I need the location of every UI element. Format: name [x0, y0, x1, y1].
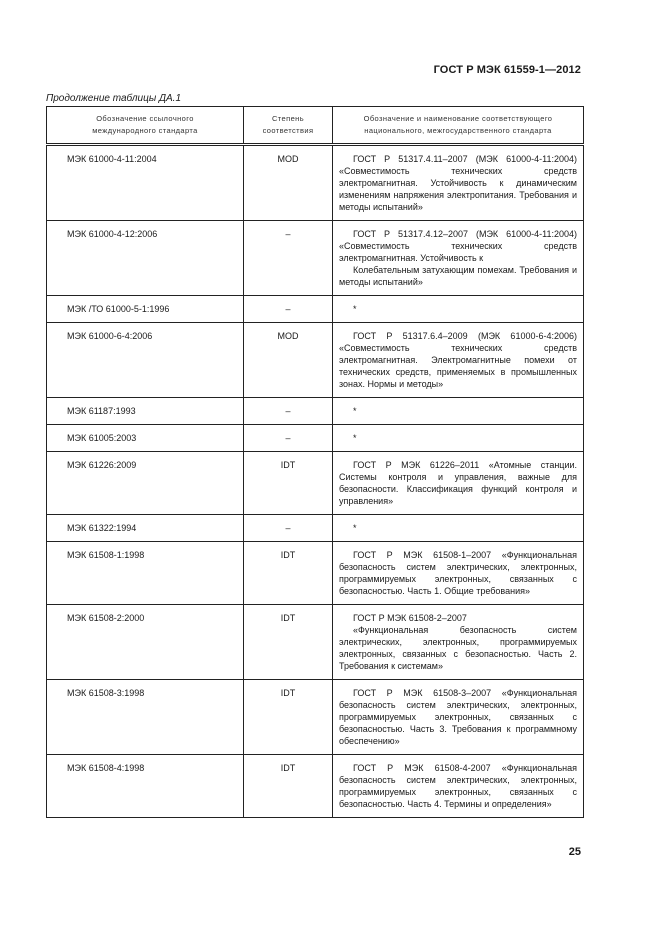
- intl-standard-cell: МЭК 61508-3:1998: [47, 680, 244, 755]
- intl-standard-cell: МЭК 61000-6-4:2006: [47, 323, 244, 398]
- table-row: [47, 452, 584, 515]
- national-standard-cell: [333, 221, 584, 296]
- national-standard-cell: [333, 145, 584, 221]
- page-number: 25: [568, 846, 581, 858]
- national-standard-text: ГОСТ Р МЭК 61508-2–2007: [353, 613, 467, 623]
- degree-cell: –: [244, 425, 333, 452]
- national-standard-text: *: [353, 523, 357, 533]
- intl-standard-cell: МЭК 61187:1993: [47, 398, 244, 425]
- table-row: [47, 605, 584, 680]
- degree-cell: IDT: [244, 452, 333, 515]
- national-standard-cell: [333, 755, 584, 818]
- degree-cell: IDT: [244, 680, 333, 755]
- national-standard-text: *: [353, 406, 357, 416]
- table-row: [47, 221, 584, 296]
- degree-cell: –: [244, 515, 333, 542]
- degree-cell: –: [244, 296, 333, 323]
- correspondence-table: [46, 106, 584, 818]
- national-standard-cell: [333, 542, 584, 605]
- intl-standard-cell: МЭК 61226:2009: [47, 452, 244, 515]
- national-standard-text: ГОСТ Р МЭК 61508-1–2007 «Функциональная безопасность систем электрических, электронных, программируемых электронных, связанных с безопасностью. Часть 1. Общие требования»: [339, 550, 577, 596]
- national-standard-text: ГОСТ Р 51317.4.12–2007 (МЭК 61000-4-11:2004) «Совместимость технических средств электромагнитная. Устойчивость к: [339, 229, 577, 263]
- table-row: [47, 542, 584, 605]
- degree-cell: IDT: [244, 755, 333, 818]
- intl-standard-cell: МЭК 61508-2:2000: [47, 605, 244, 680]
- degree-cell: –: [244, 398, 333, 425]
- intl-standard-cell: МЭК 61000-4-11:2004: [47, 145, 244, 221]
- table-row: [47, 680, 584, 755]
- intl-standard-cell: МЭК 61322:1994: [47, 515, 244, 542]
- national-standard-text: ГОСТ Р МЭК 61508-3–2007 «Функциональная безопасность систем электрических, электронных, программируемых электронных, связанных с безопасностью. Часть 3. Требования к программному обеспечению»: [339, 688, 577, 746]
- national-standard-cell: [333, 323, 584, 398]
- national-standard-cell: [333, 605, 584, 680]
- national-standard-cell: [333, 515, 584, 542]
- degree-cell: –: [244, 221, 333, 296]
- national-standard-cell: [333, 398, 584, 425]
- intl-standard-cell: МЭК 61000-4-12:2006: [47, 221, 244, 296]
- national-standard-text: ГОСТ Р МЭК 61226–2011 «Атомные станции. Системы контроля и управления, важные для безопасности. Классификация функций контроля и управления»: [339, 460, 577, 506]
- national-standard-cell: [333, 680, 584, 755]
- table-row: [47, 398, 584, 425]
- intl-standard-cell: МЭК /ТО 61000-5-1:1996: [47, 296, 244, 323]
- table-row: [47, 755, 584, 818]
- intl-standard-cell: МЭК 61508-4:1998: [47, 755, 244, 818]
- intl-standard-cell: МЭК 61508-1:1998: [47, 542, 244, 605]
- degree-cell: MOD: [244, 323, 333, 398]
- national-standard-text: ГОСТ Р 51317.6.4–2009 (МЭК 61000-6-4:2006) «Совместимость технических средств электромагнитная. Электромагнитные помехи от технических средств, применяемых в промышленных зонах. Нормы и методы»: [339, 331, 577, 389]
- national-standard-cell: [333, 296, 584, 323]
- table-row: [47, 515, 584, 542]
- degree-cell: IDT: [244, 605, 333, 680]
- national-standard-text: *: [353, 433, 357, 443]
- table-row: [47, 145, 584, 221]
- header-intl-standard: Обозначение ссылочного международного стандарта: [47, 107, 244, 145]
- table-caption: Продолжение таблицы ДА.1: [46, 93, 182, 104]
- national-standard-text-continued: Колебательным затухающим помехам. Требования и методы испытаний»: [339, 265, 577, 287]
- national-standard-text-continued: «Функциональная безопасность систем электрических, электронных, программируемых электронных, связанных с безопасностью. Часть 2. Требования к системам»: [339, 625, 577, 671]
- national-standard-text: ГОСТ Р МЭК 61508-4-2007 «Функциональная безопасность систем электрических, электронных, программируемых электронных, связанных с безопасностью. Часть 4. Термины и определения»: [339, 763, 577, 809]
- degree-cell: MOD: [244, 145, 333, 221]
- header-national-standard: Обозначение и наименование соответствующего национального, межгосударственного стандарта: [333, 107, 584, 145]
- table-row: [47, 323, 584, 398]
- national-standard-text: ГОСТ Р 51317.4.11–2007 (МЭК 61000-4-11:2004) «Совместимость технических средств электромагнитная. Устойчивость к динамическим изменениям напряжения электропитания. Требования и методы испытаний»: [339, 154, 577, 212]
- national-standard-text: *: [353, 304, 357, 314]
- table-header-row: [47, 107, 584, 145]
- intl-standard-cell: МЭК 61005:2003: [47, 425, 244, 452]
- degree-cell: IDT: [244, 542, 333, 605]
- national-standard-cell: [333, 425, 584, 452]
- document-standard-id: ГОСТ Р МЭК 61559-1—2012: [433, 64, 581, 76]
- table-row: [47, 296, 584, 323]
- table-row: [47, 425, 584, 452]
- national-standard-cell: [333, 452, 584, 515]
- header-degree: Степень соответствия: [244, 107, 333, 145]
